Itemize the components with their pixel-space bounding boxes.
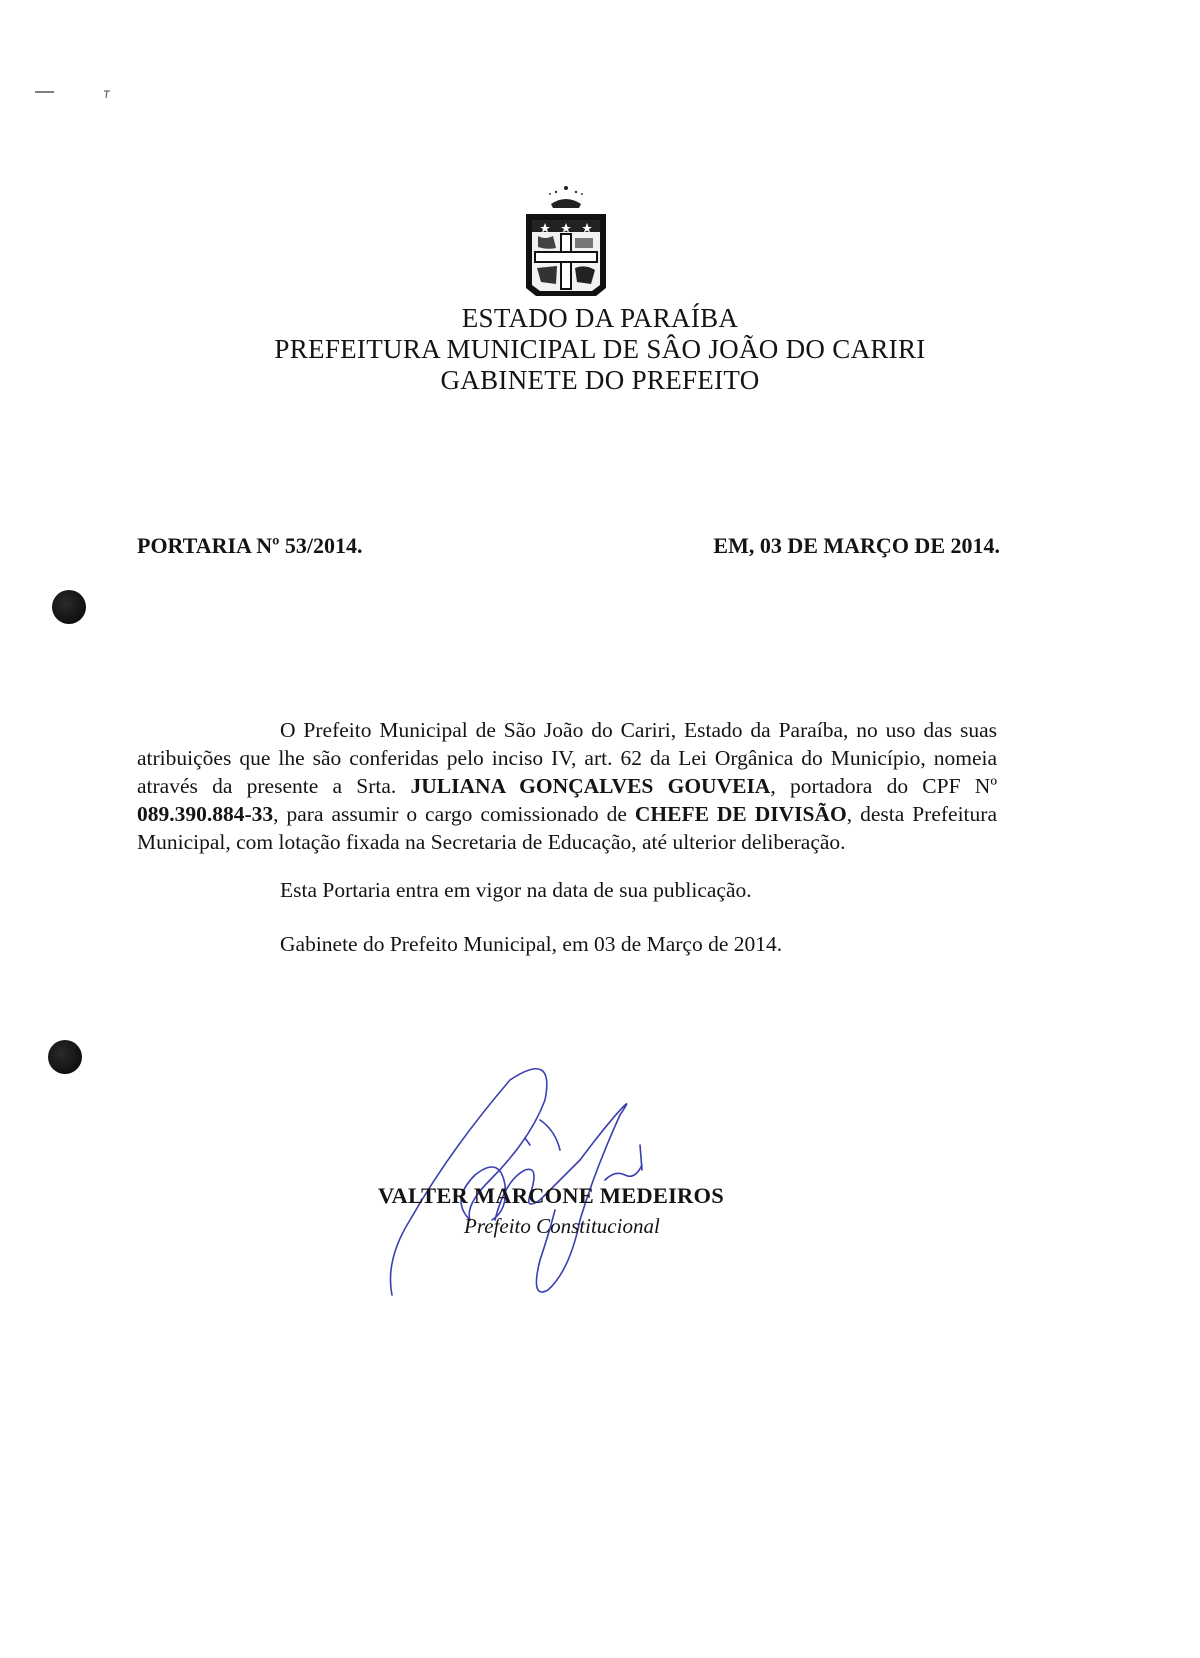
appointee-name: JULIANA GONÇALVES GOUVEIA <box>410 774 771 798</box>
ordinance-number: PORTARIA Nº 53/2014. <box>137 533 363 558</box>
body-text-segment: , portadora do CPF Nº <box>770 774 997 798</box>
closing-line: Gabinete do Prefeito Municipal, em 03 de Março de 2014. <box>280 932 783 956</box>
appointed-role: CHEFE DE DIVISÃO <box>634 802 847 826</box>
signer-name: VALTER MARCONE MEDEIROS <box>378 1183 724 1208</box>
effective-clause: Esta Portaria entra em vigor na data de sua publicação. <box>280 878 752 902</box>
appointment-paragraph <box>137 716 997 856</box>
body-text-segment: O Prefeito Municipal de São João do Cariri, Estado da Paraíba, no uso das suas atribuições que lhe são conferidas pelo inciso IV, art. 62 da Lei Orgânica do Município, nomeia através da presente a Srta. <box>137 718 997 798</box>
body-text-segment: , para assumir o cargo comissionado de <box>273 802 635 826</box>
punch-hole <box>48 1040 82 1074</box>
handwritten-signature <box>380 1060 680 1300</box>
municipality-name: PREFEITURA MUNICIPAL DE SÂO JOÃO DO CARIRI <box>274 334 926 364</box>
appointee-cpf: 089.390.884-33 <box>137 802 274 826</box>
punch-hole <box>52 590 86 624</box>
letterhead <box>100 303 1100 396</box>
state-name: ESTADO DA PARAÍBA <box>461 303 739 333</box>
ordinance-body <box>137 716 997 958</box>
coat-of-arms-icon <box>523 184 609 300</box>
body-text-segment: , desta Prefeitura Municipal, com lotação fixada na Secretaria de Educação, até ulterior deliberação. <box>137 802 997 854</box>
ordinance-date: EM, 03 DE MARÇO DE 2014. <box>713 533 1000 558</box>
scan-artifact <box>30 86 120 100</box>
signer-title: Prefeito Constitucional <box>464 1214 660 1238</box>
office-name: GABINETE DO PREFEITO <box>440 365 760 395</box>
